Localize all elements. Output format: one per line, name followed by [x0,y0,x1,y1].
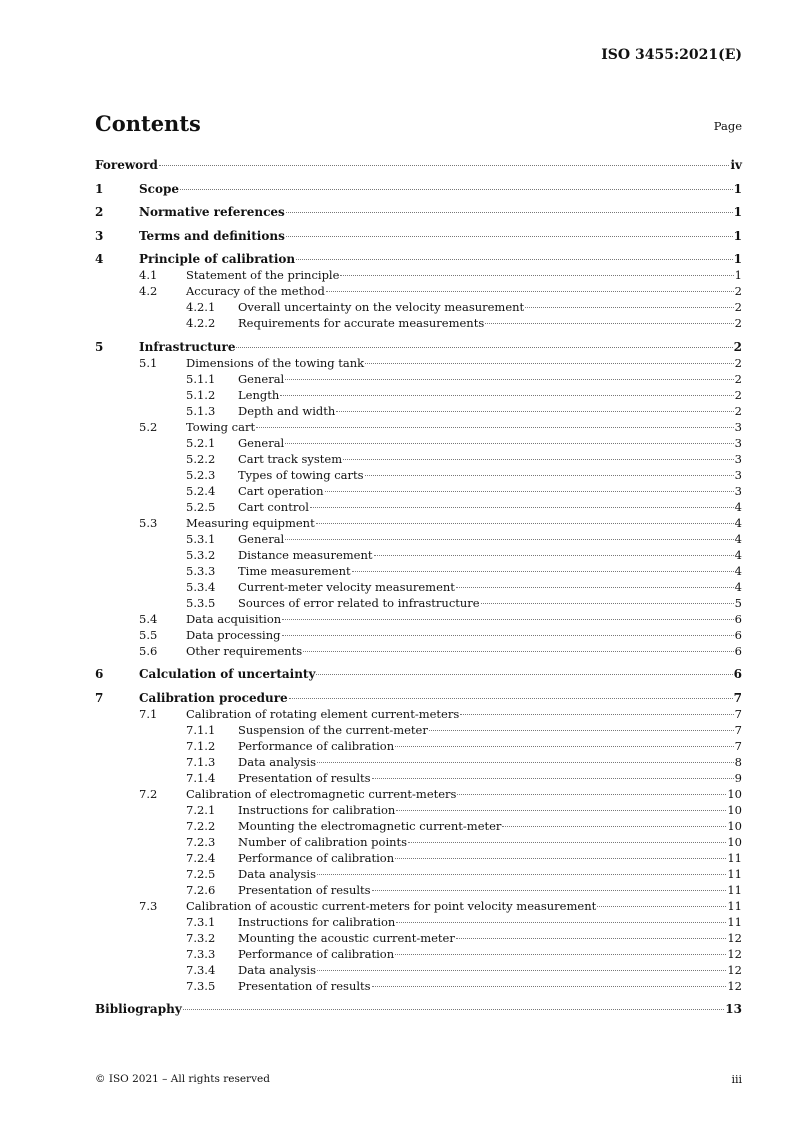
toc-entry-number: 4.2.1 [186,300,216,314]
dot-leader [310,507,734,508]
toc-entry-page: 1 [733,252,742,266]
toc-entry-number: 5.3.2 [186,547,216,562]
dot-leader [460,714,733,715]
toc-entry-title: Depth and width [238,403,336,418]
toc-entry-title: Terms and definitions [139,228,285,243]
toc-entry-number: 5.2.4 [186,483,216,498]
dot-leader [336,411,733,412]
toc-entry-page: 12 [727,946,742,961]
dot-leader [317,970,726,971]
dot-leader [374,555,734,556]
toc-entry[interactable] [95,283,742,299]
dot-leader [285,379,733,380]
toc-entry-page: 4 [734,547,742,562]
toc-entry-title: Mounting the acoustic current-meter [238,930,455,945]
toc-entry-title: Sources of error related to infrastructure [238,595,480,610]
dot-leader [326,291,734,292]
toc-entry[interactable] [95,850,742,866]
toc-entry-number: 5.3.4 [186,579,216,594]
toc-entry-title: Presentation of results [238,978,371,993]
toc-entry-title: Statement of the principle [186,268,340,282]
toc-entry-title: Cart track system [238,451,343,466]
toc-entry-title: Measuring equipment [186,515,315,530]
toc-entry-number: 7.2.4 [186,850,216,865]
toc-entry-title: Data analysis [238,962,316,977]
dot-leader [456,938,727,939]
toc-entry-title: Requirements for accurate measurements [238,316,485,330]
toc-entry-page: 6 [734,611,742,626]
toc-entry[interactable] [95,898,742,914]
toc-entry[interactable] [95,228,742,244]
toc-entry-page: 2 [734,371,742,386]
toc-entry[interactable] [95,866,742,882]
dot-leader [395,858,726,859]
toc-entry[interactable] [95,738,742,754]
toc-entry[interactable] [95,299,742,315]
toc-entry-page: 9 [734,770,742,785]
toc-entry-number: 7.3.3 [186,946,216,961]
dot-leader [289,698,733,699]
copyright-footer: © ISO 2021 – All rights reserved [95,1073,270,1085]
dot-leader [280,395,733,396]
toc-entry-number: 7.2.2 [186,818,216,833]
dot-leader [525,307,733,308]
toc-entry-page: 10 [727,834,742,849]
toc-entry-number: 5.4 [139,611,158,626]
toc-entry-number: 5.1.3 [186,403,216,418]
dot-leader [352,571,734,572]
dot-leader [285,539,733,540]
toc-entry-number: 7.2.3 [186,834,216,849]
toc-entry-number: 7.2.6 [186,882,216,897]
toc-entry-title: Overall uncertainty on the velocity measurement [238,300,525,314]
dot-leader [457,794,726,795]
toc-entry-page: 2 [733,339,742,354]
toc-entry-number: 5.2.2 [186,451,216,466]
toc-entry-title: Data analysis [238,754,316,769]
dot-leader [456,587,734,588]
toc-entry-number: 4.2.2 [186,316,216,330]
toc-entry-number: 5.3.3 [186,563,216,578]
toc-entry-title: Presentation of results [238,770,371,785]
toc-entry-number: 7.3.4 [186,962,216,977]
toc-entry-title: Data analysis [238,866,316,881]
toc-entry-number: 7.3 [139,898,158,913]
table-of-contents [95,157,742,1017]
dot-leader [180,189,733,190]
toc-entry-page: 10 [727,818,742,833]
toc-entry[interactable] [95,595,742,611]
toc-entry-title: Scope [139,181,180,196]
toc-entry-number: 5.3.5 [186,595,216,610]
toc-entry-title: Dimensions of the towing tank [186,355,365,370]
toc-entry-page: 11 [727,898,742,913]
toc-entry[interactable] [95,706,742,722]
toc-entry-title: Presentation of results [238,882,371,897]
toc-entry-number: 2 [95,205,104,219]
toc-entry-number: 5.2.5 [186,499,216,514]
toc-entry-number: 5.2 [139,419,158,434]
toc-entry-page: iv [730,158,742,172]
toc-entry-page: 3 [734,451,742,466]
toc-entry-number: 7.2.5 [186,866,216,881]
toc-entry-number: 7.1.4 [186,770,216,785]
toc-entry[interactable] [95,946,742,962]
dot-leader [317,874,726,875]
toc-entry-number: 4.1 [139,268,158,282]
toc-entry[interactable] [95,770,742,786]
toc-entry-title: Calibration procedure [139,690,288,705]
toc-entry-page: 6 [734,643,742,658]
toc-entry-page: 4 [734,499,742,514]
dot-leader [183,1009,725,1010]
toc-entry-page: 7 [734,738,742,753]
toc-entry-page: 7 [734,722,742,737]
toc-entry-number: 6 [95,667,104,681]
dot-leader [316,523,734,524]
toc-entry-page: 4 [734,531,742,546]
toc-entry[interactable] [95,690,742,706]
toc-entry-page: 12 [727,978,742,993]
dot-leader [372,890,727,891]
toc-entry-title: General [238,531,285,546]
dot-leader [343,459,734,460]
toc-entry-page: 4 [734,563,742,578]
toc-entry-page: 12 [727,930,742,945]
toc-entry-page: 6 [733,667,742,681]
toc-entry[interactable] [95,467,742,483]
toc-entry-number: 7.3.1 [186,914,216,929]
toc-entry-title: Performance of calibration [238,738,395,753]
dot-leader [481,603,734,604]
toc-entry[interactable] [95,204,742,220]
toc-entry-title: Suspension of the current-meter [238,722,428,737]
page-title: Contents [95,111,201,136]
dot-leader [296,259,733,260]
toc-entry-title: Instructions for calibration [238,802,396,817]
toc-entry[interactable] [95,818,742,834]
toc-entry[interactable] [95,882,742,898]
dot-leader [256,427,734,428]
toc-entry[interactable] [95,643,742,659]
toc-entry-page: 10 [727,786,742,801]
dot-leader [485,323,733,324]
dot-leader [236,347,732,348]
toc-entry[interactable] [95,499,742,515]
toc-entry-page: 13 [725,1002,742,1016]
toc-entry-number: 1 [95,181,104,196]
toc-entry-page: 3 [734,483,742,498]
toc-entry-title: Towing cart [186,419,256,434]
toc-entry[interactable] [95,786,742,802]
toc-entry-title: Distance measurement [238,547,373,562]
toc-entry-page: 1 [733,228,742,243]
toc-entry-title: Time measurement [238,563,351,578]
toc-entry-page: 11 [727,914,742,929]
toc-entry-number: 5.3 [139,515,158,530]
toc-entry[interactable] [95,547,742,563]
toc-entry[interactable] [95,754,742,770]
toc-entry-number: 4 [95,252,104,266]
toc-entry-page: 12 [727,962,742,977]
toc-entry-title: General [238,435,285,450]
toc-entry[interactable] [95,355,742,371]
dot-leader [282,619,734,620]
toc-entry[interactable] [95,834,742,850]
toc-entry-number: 5.1 [139,355,158,370]
toc-entry-page: 7 [734,706,742,721]
toc-entry-page: 11 [727,866,742,881]
document-id: ISO 3455:2021(E) [601,47,742,63]
dot-leader [316,674,732,675]
dot-leader [408,842,726,843]
toc-entry-page: 8 [734,754,742,769]
toc-entry-page: 11 [727,882,742,897]
toc-entry-number: 7.1.1 [186,722,216,737]
toc-entry-number: 5.3.1 [186,531,216,546]
dot-leader [372,778,734,779]
toc-entry-number: 7.3.5 [186,978,216,993]
toc-entry[interactable] [95,251,742,267]
dot-leader [395,954,726,955]
toc-entry-title: Cart control [238,499,309,514]
page-number: iii [731,1073,742,1086]
toc-entry-title: Calibration of rotating element current-meters [186,706,460,721]
toc-entry-title: Normative references [139,205,285,219]
toc-entry-page: 1 [733,181,742,196]
toc-entry[interactable] [95,579,742,595]
toc-entry-page: 3 [734,419,742,434]
dot-leader [429,730,734,731]
toc-entry-title: Principle of calibration [139,252,296,266]
toc-entry-page: 2 [734,300,742,314]
dot-leader [502,826,726,827]
toc-entry-number: 7.1.3 [186,754,216,769]
dot-leader [395,746,734,747]
toc-entry-number: 5.6 [139,643,158,658]
toc-entry-number: 5.1.1 [186,371,216,386]
toc-entry-title: Bibliography [95,1002,182,1016]
toc-entry[interactable] [95,914,742,930]
dot-leader [282,635,734,636]
toc-entry-title: Performance of calibration [238,946,395,961]
toc-entry[interactable] [95,627,742,643]
dot-leader [365,475,734,476]
dot-leader [286,212,733,213]
toc-entry-page: 10 [727,802,742,817]
toc-entry-title: Accuracy of the method [186,284,325,298]
toc-entry-title: Calculation of uncertainty [139,667,316,681]
toc-entry[interactable] [95,339,742,355]
toc-entry[interactable] [95,451,742,467]
toc-entry[interactable] [95,978,742,994]
toc-entry[interactable] [95,666,742,682]
toc-entry-page: 4 [734,579,742,594]
toc-entry-number: 5.2.3 [186,467,216,482]
toc-entry-page: 6 [734,627,742,642]
dot-leader [317,762,734,763]
toc-entry-title: Performance of calibration [238,850,395,865]
toc-entry-page: 3 [734,435,742,450]
toc-entry-page: 11 [727,850,742,865]
toc-entry[interactable] [95,157,742,173]
toc-entry-number: 7 [95,690,104,705]
toc-entry-page: 2 [734,403,742,418]
dot-leader [303,651,734,652]
toc-entry-title: Types of towing carts [238,467,364,482]
toc-entry-page: 7 [733,690,742,705]
dot-leader [286,236,733,237]
toc-entry[interactable] [95,403,742,419]
toc-entry-number: 5.2.1 [186,435,216,450]
toc-entry-number: 7.2.1 [186,802,216,817]
toc-entry-page: 2 [734,387,742,402]
dot-leader [396,810,726,811]
toc-entry[interactable] [95,419,742,435]
toc-entry-title: Cart operation [238,483,324,498]
dot-leader [159,165,730,166]
toc-entry-title: Infrastructure [139,339,236,354]
dot-leader [285,443,733,444]
toc-entry-page: 2 [734,316,742,330]
toc-entry-number: 4.2 [139,284,158,298]
toc-entry-title: Instructions for calibration [238,914,396,929]
toc-entry[interactable] [95,515,742,531]
toc-entry-number: 3 [95,228,104,243]
toc-entry-title: Number of calibration points [238,834,408,849]
toc-entry-number: 5 [95,339,104,354]
toc-entry[interactable] [95,563,742,579]
toc-entry[interactable] [95,930,742,946]
toc-entry-page: 2 [734,355,742,370]
toc-entry-page: 1 [733,205,742,219]
toc-entry-number: 7.3.2 [186,930,216,945]
toc-entry[interactable] [95,315,742,331]
toc-entry-number: 7.2 [139,786,158,801]
toc-entry-title: Mounting the electromagnetic current-meter [238,818,502,833]
dot-leader [396,922,726,923]
toc-entry[interactable] [95,371,742,387]
toc-entry-title: Data acquisition [186,611,282,626]
toc-entry-title: Current-meter velocity measurement [238,579,455,594]
toc-entry[interactable] [95,802,742,818]
toc-entry[interactable] [95,531,742,547]
toc-entry-page: 1 [734,268,742,282]
toc-entry-title: Calibration of acoustic current-meters for point velocity measurement [186,898,597,913]
toc-entry[interactable] [95,962,742,978]
toc-entry-title: Data processing [186,627,281,642]
dot-leader [372,986,727,987]
toc-entry-page: 3 [734,467,742,482]
toc-entry-title: Foreword [95,158,158,172]
dot-leader [325,491,734,492]
toc-entry-page: 2 [734,284,742,298]
toc-entry-title: General [238,371,285,386]
toc-entry-page: 5 [734,595,742,610]
toc-entry[interactable] [95,435,742,451]
page-column-label: Page [713,119,742,133]
dot-leader [597,906,726,907]
toc-entry[interactable] [95,1001,742,1017]
toc-entry-title: Length [238,387,280,402]
toc-entry-number: 5.5 [139,627,158,642]
toc-entry-number: 7.1 [139,706,158,721]
toc-entry[interactable] [95,181,742,197]
toc-entry-number: 7.1.2 [186,738,216,753]
toc-entry-page: 4 [734,515,742,530]
toc-entry-title: Other requirements [186,643,303,658]
toc-entry-title: Calibration of electromagnetic current-meters [186,786,457,801]
dot-leader [340,275,733,276]
toc-entry[interactable] [95,387,742,403]
dot-leader [365,363,734,364]
toc-entry[interactable] [95,267,742,283]
toc-entry[interactable] [95,722,742,738]
toc-entry[interactable] [95,611,742,627]
toc-entry-number: 5.1.2 [186,387,216,402]
toc-entry[interactable] [95,483,742,499]
